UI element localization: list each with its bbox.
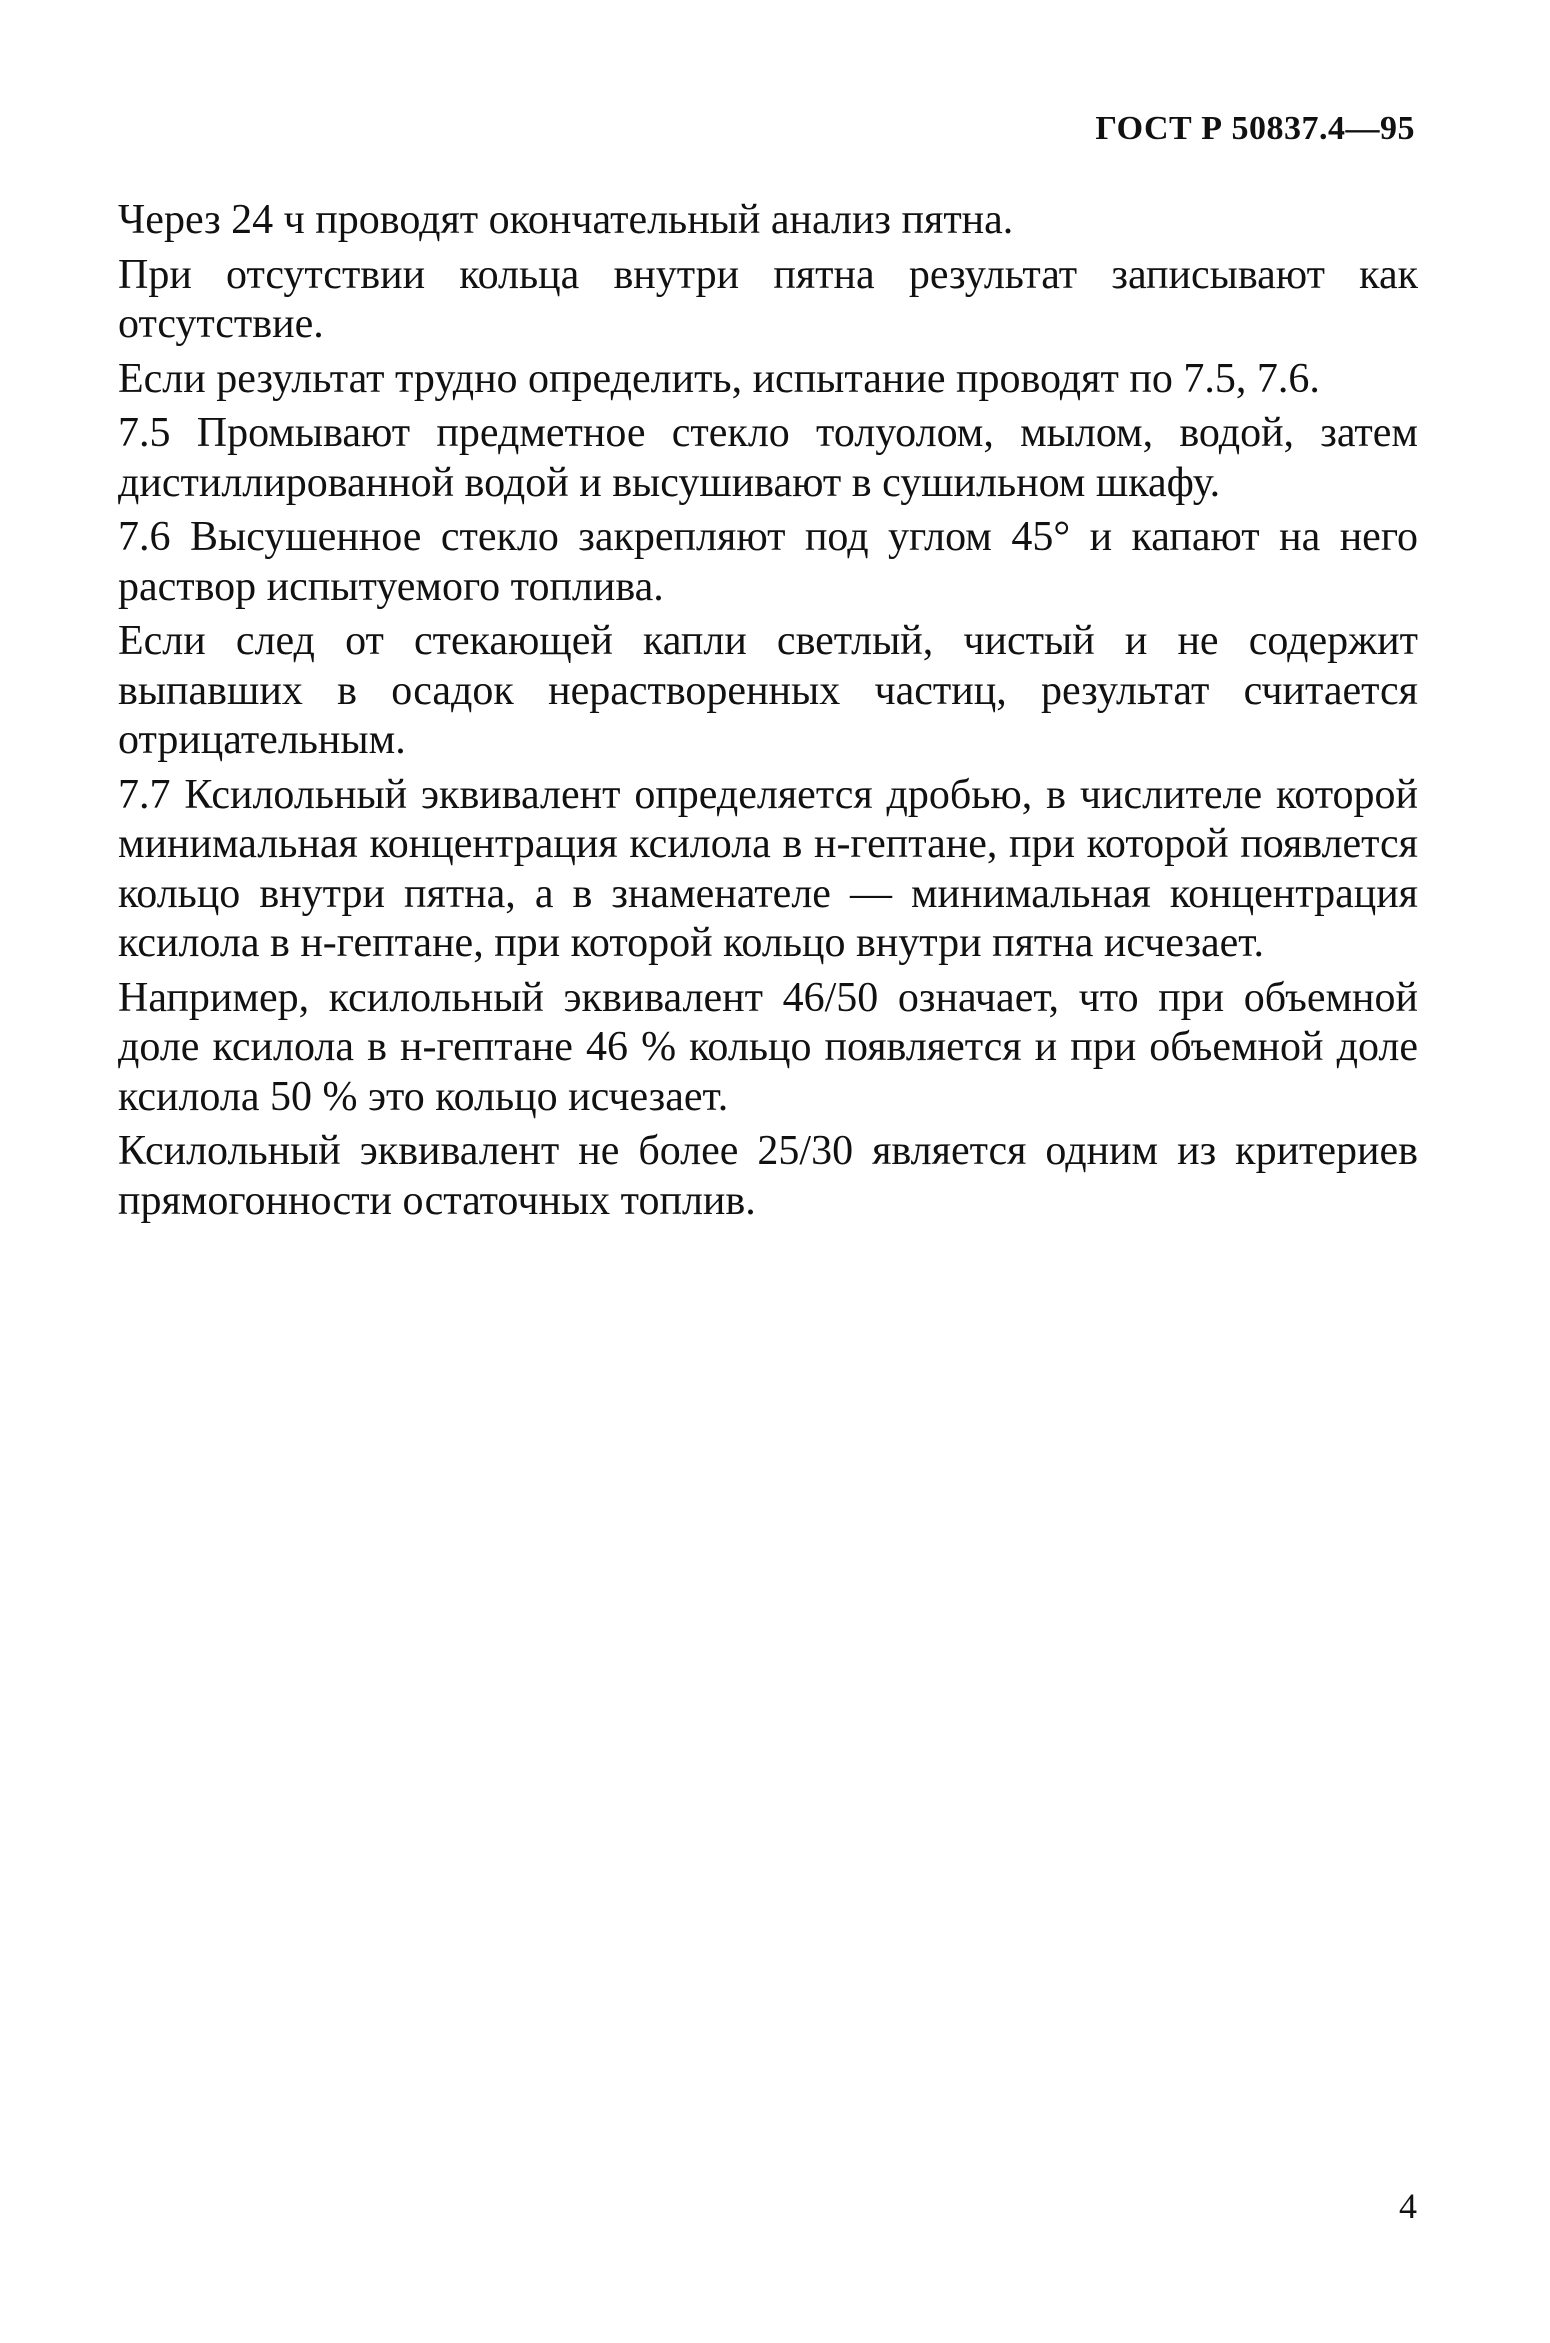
paragraph: 7.6 Высушенное стекло закрепляют под углом 45° и капают на него раствор испытуемого топлива. bbox=[118, 514, 1418, 610]
paragraph: Через 24 ч проводят окончательный анализ пятна. bbox=[118, 197, 1014, 243]
paragraph: Если след от стекающей капли светлый, чистый и не содержит выпавших в осадок нерастворенных частиц, результат считается отрицательным. bbox=[118, 618, 1418, 763]
paragraph: 7.5 Промывают предметное стекло толуолом, мылом, водой, затем дистиллированной водой и высушивают в сушильном шкафу. bbox=[118, 410, 1418, 506]
paragraph: Например, ксилольный эквивалент 46/50 означает, что при объемной доле ксилола в н-гептане 46 % кольцо появляется и при объемной доле ксилола 50 % это кольцо исчезает. bbox=[118, 974, 1418, 1120]
page-number: 4 bbox=[1399, 2186, 1417, 2226]
standard-code-header: ГОСТ Р 50837.4—95 bbox=[1095, 110, 1415, 147]
paragraph: При отсутствии кольца внутри пятна результат записывают как отсутствие. bbox=[118, 251, 1418, 347]
paragraph: Ксилольный эквивалент не более 25/30 является одним из критериев прямогонности остаточных топлив. bbox=[118, 1128, 1418, 1224]
paragraph: Если результат трудно определить, испытание проводят по 7.5, 7.6. bbox=[118, 355, 1320, 402]
paragraph: 7.7 Ксилольный эквивалент определяется дробью, в числителе которой минимальная концентрация ксилола в н-гептане, при которой появлется кольцо внутри пятна, а в знаменателе — минимальная концентрация ксилола в н-гептане, при которой кольцо внутри пятна исчезает. bbox=[118, 771, 1418, 966]
document-body bbox=[118, 196, 1418, 1231]
